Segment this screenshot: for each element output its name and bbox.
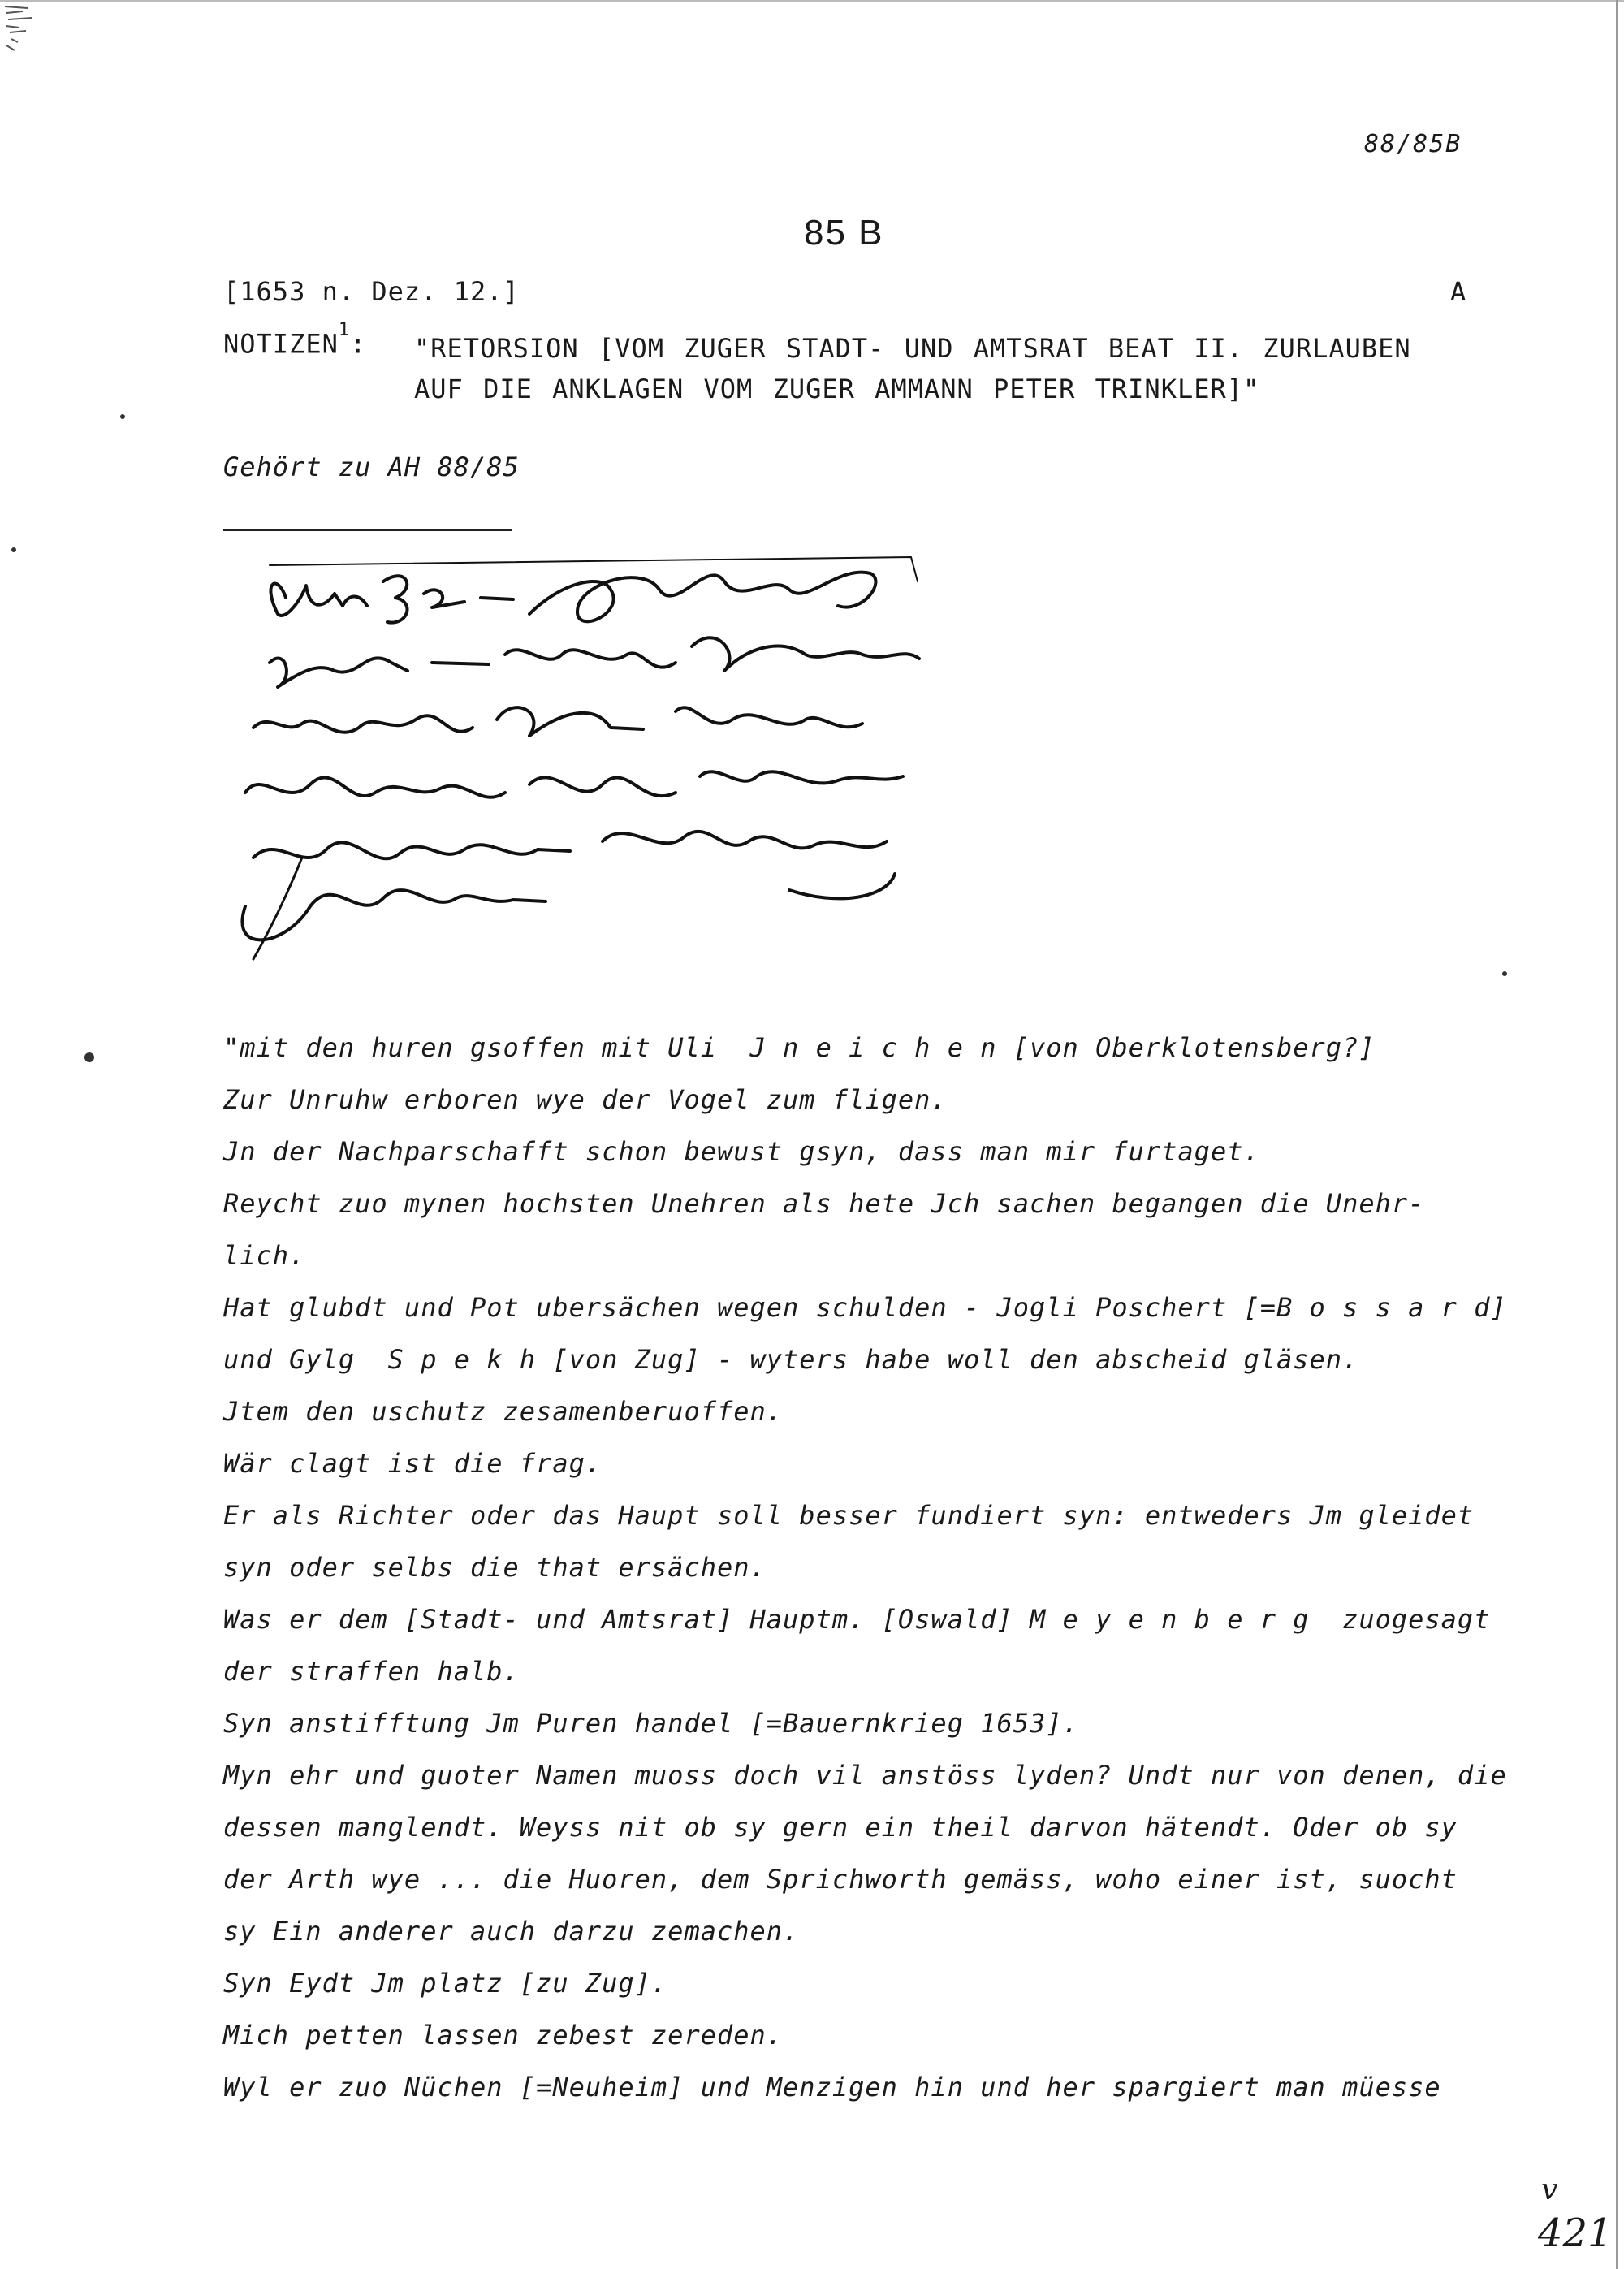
document-rubric: A xyxy=(1450,276,1467,307)
transcript-line: der Arth wye ... die Huoren, dem Sprichworth gemäss, woho einer ist, suocht xyxy=(223,1864,1458,1895)
transcript-line: Hat glubdt und Pot ubersächen wegen schulden - Jogli Poschert [=B o s s a r d] xyxy=(223,1292,1507,1323)
document-reference: 88/85B xyxy=(1364,130,1462,158)
notizen-heading: "RETORSION [VOM ZUGER STADT- UND AMTSRAT BEAT II. ZURLAUBEN AUF DIE ANKLAGEN VOM ZUGER AMMANN PETER TRINKLER]" xyxy=(414,333,1411,404)
belongs-to-note: Gehört zu AH 88/85 xyxy=(223,452,520,482)
page-edge-right xyxy=(1616,0,1618,2269)
transcript-line: Er als Richter oder das Haupt soll besser fundiert syn: entweders Jm gleidet xyxy=(223,1500,1475,1531)
page-edge-top xyxy=(0,0,1624,2)
transcript-line: Zur Unruhw erboren wye der Vogel zum fligen. xyxy=(223,1084,948,1115)
margin-mark xyxy=(84,1052,94,1062)
transcript-line: und Gylg S p e k h [von Zug] - wyters habe woll den abscheid gläsen. xyxy=(223,1344,1359,1375)
transcript-line: der straffen halb. xyxy=(223,1656,520,1687)
transcript-line: syn oder selbs die that ersächen. xyxy=(223,1552,767,1583)
notizen-colon: : xyxy=(350,328,367,360)
transcript-line: "mit den huren gsoffen mit Uli J n e i c h e n [von Oberklotensberg?] xyxy=(223,1032,1376,1063)
scan-speck xyxy=(11,547,16,552)
folio-mark: v xyxy=(1541,2173,1558,2206)
transcript-line: Myn ehr und guoter Namen muoss doch vil anstöss lyden? Undt nur von denen, die xyxy=(223,1760,1507,1791)
scan-speck xyxy=(120,414,125,419)
notizen-label xyxy=(223,320,367,360)
document-date: [1653 n. Dez. 12.] xyxy=(223,276,520,307)
transcript-line: lich. xyxy=(223,1240,306,1271)
transcript-line: dessen manglendt. Weyss nit ob sy gern ein theil darvon hätendt. Oder ob sy xyxy=(223,1812,1458,1843)
transcript-line: Was er dem [Stadt- und Amtsrat] Hauptm. [Oswald] M e y e n b e r g zuogesagt xyxy=(223,1604,1491,1635)
footnote-marker: 1 xyxy=(338,320,351,340)
folio-number: 421 xyxy=(1538,2211,1613,2256)
scan-speck xyxy=(1502,971,1507,976)
transcript-line: Jtem den uschutz zesamenberuoffen. xyxy=(223,1396,784,1427)
document-number: 85 B xyxy=(804,213,884,253)
transcript-line: sy Ein anderer auch darzu zemachen. xyxy=(223,1916,800,1947)
transcript-line: Reycht zuo mynen hochsten Unehren als hete Jch sachen begangen die Unehr- xyxy=(223,1188,1425,1219)
manuscript-excerpt-image xyxy=(221,549,935,963)
transcript-line: Wär clagt ist die frag. xyxy=(223,1448,603,1479)
notizen-label-text: NOTIZEN xyxy=(223,328,339,360)
transcript-line: Syn Eydt Jm platz [zu Zug]. xyxy=(223,1968,668,1999)
transcript-line: Syn anstifftung Jm Puren handel [=Bauernkrieg 1653]. xyxy=(223,1708,1079,1739)
transcript xyxy=(223,1022,1522,2113)
transcript-line: Mich petten lassen zebest zereden. xyxy=(223,2020,784,2051)
scan-corner-mark xyxy=(3,3,39,57)
transcript-line: Wyl er zuo Nüchen [=Neuheim] und Menzigen hin und her spargiert man müesse xyxy=(223,2072,1441,2103)
separator-rule xyxy=(223,529,512,531)
transcript-line: Jn der Nachparschafft schon bewust gsyn, dass man mir furtaget. xyxy=(223,1136,1260,1167)
